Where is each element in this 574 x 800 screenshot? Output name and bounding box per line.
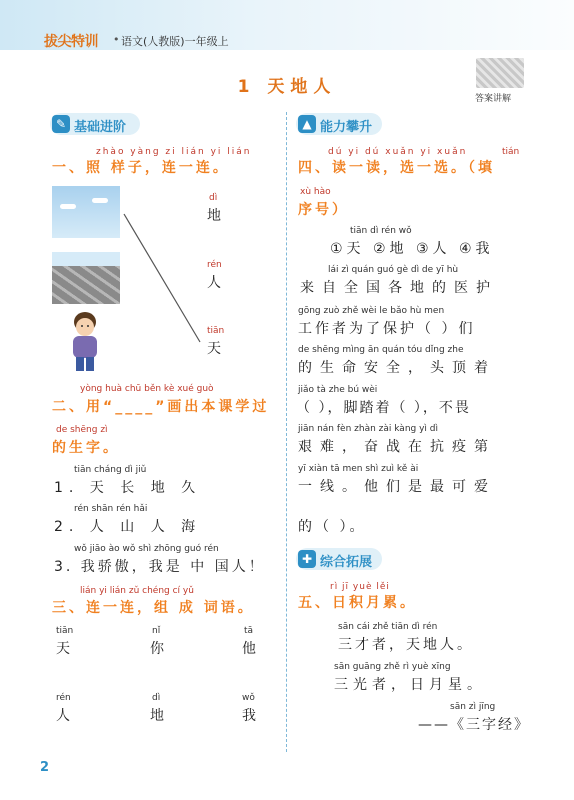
q2-item-py: tiān cháng dì jiǔ [74,465,147,475]
brand-logo: 拔尖特训 [44,34,98,50]
q1-word-py: dì [209,193,218,203]
cloud-icon [60,204,76,209]
q5-source-py: sān zì jīng [450,702,496,712]
q3-word: 天 [56,641,70,657]
q3-word-py: nǐ [152,626,161,636]
q2-prompt-cont: 的生字。 [52,440,120,456]
page-number: 2 [40,760,50,775]
section-ability-label: 能力攀升 [320,120,373,135]
q4-prompt-cont: 序号） [298,202,349,218]
qr-code-icon[interactable] [476,58,524,88]
q1-pinyin: zhào yàng zi lián yi lián [96,147,252,157]
q2-prompt: 二、用“____”画出本课学过 [52,399,270,415]
q3-word: 他 [242,641,256,657]
q4-line: 来自全国各地的医护 [300,280,498,296]
ground-sky [52,252,120,266]
q5-line-py: sān guāng zhě rì yuè xīng [334,662,451,672]
q4-pinyin2: xù hào [300,187,331,197]
subject-label: 语文(人教版)一年级上 [121,35,229,48]
q4-line-py: jiān nán fèn zhàn zài kàng yì dì [298,424,438,434]
q4-options: ①天 ②地 ③人 ④我 [330,241,494,257]
q2-item-py: wǒ jiāo ào wǒ shì zhōng guó rén [74,544,219,554]
q4-line: 的生命安全，头顶着 [298,360,496,376]
q4-line-py: gōng zuò zhě wèi le bǎo hù men [298,306,445,316]
q4-line-py: lái zì quán guó gè dì de yī hù [328,265,459,275]
q1-word-py: tiān [207,326,225,336]
q4-pinyin-b: tián [502,147,520,157]
q2-pinyin2: de shēng zì [56,425,108,435]
q5-line-py: sān cái zhě tiān dì rén [338,622,438,632]
q3-word-py: tā [244,626,254,636]
q2-item-py: rén shān rén hǎi [74,504,148,514]
q4-options-py: tiān dì rén wǒ [350,226,412,236]
connect-line [120,210,210,350]
q3-word-py: rén [56,693,71,703]
q5-prompt: 五、日积月累。 [298,595,417,611]
q3-word: 你 [150,641,164,657]
section-extend-label: 综合拓展 [320,555,373,570]
q4-line: 一线。他们是最可爱 [298,479,496,495]
q4-line: 工作者为了保护（ ）们 [298,321,476,337]
q5-line: 三才者，天地人。 [338,637,474,653]
sky-image [52,186,120,238]
q4-line-py: yī xiàn tā men shì zuì kě ài [298,464,419,474]
header-dot: • [113,33,120,46]
q3-word-py: dì [152,693,161,703]
section-extend [296,548,382,570]
page-title: 1 天地人 [237,77,337,97]
qr-label: 答案讲解 [475,94,512,104]
q4-line-py: jiǎo tà zhe bú wèi [298,385,378,395]
q3-word-py: wǒ [242,693,255,703]
q1-word-py: rén [207,260,222,270]
section-basic-label: 基础进阶 [74,120,127,135]
q4-line: 的（ ）。 [298,519,367,535]
q4-line: （ ），脚踏着（ ），不畏 [296,400,471,416]
section-ability [296,113,382,135]
q4-pinyin: dú yi dú xuǎn yi xuǎn [328,147,468,157]
q1-word: 人 [207,275,221,291]
q3-prompt: 三、连一连，组 成 词语。 [52,600,255,616]
column-divider [286,112,287,752]
q3-word: 我 [242,708,256,724]
cloud-icon [92,198,108,203]
q3-word: 地 [150,708,164,724]
q1-word: 地 [207,208,221,224]
q5-pinyin: rì jī yuè lěi [330,582,390,592]
q2-item: 3. 我骄傲，我是 中 国人！ [54,559,266,575]
q5-line: 三光者，日月星。 [334,677,486,693]
q4-prompt: 四、读一读，选一选。（填 [298,160,495,176]
expand-icon: ✚ [298,550,316,568]
q4-line: 艰难，奋战在抗疫第 [298,439,496,455]
section-basic [50,113,140,135]
person-image [62,308,108,374]
q2-item: 1. 天 长 地 久 [54,480,202,496]
q3-pinyin: lián yi lián zǔ chéng cí yǔ [80,586,194,596]
pencil-icon: ✎ [52,115,70,133]
q5-source: ——《三字经》 [418,717,530,733]
q3-word: 人 [56,708,70,724]
q2-item: 2. 人 山 人 海 [54,519,202,535]
q1-prompt: 一、照 样子，连一连。 [52,160,230,176]
climb-icon: ▲ [298,115,316,133]
q3-word-py: tiān [56,626,74,636]
q4-line-py: de shēng mìng ān quán tóu dǐng zhe [298,345,464,355]
q2-pinyin: yòng huà chū běn kè xué guò [80,384,214,394]
q1-word: 天 [207,341,221,357]
